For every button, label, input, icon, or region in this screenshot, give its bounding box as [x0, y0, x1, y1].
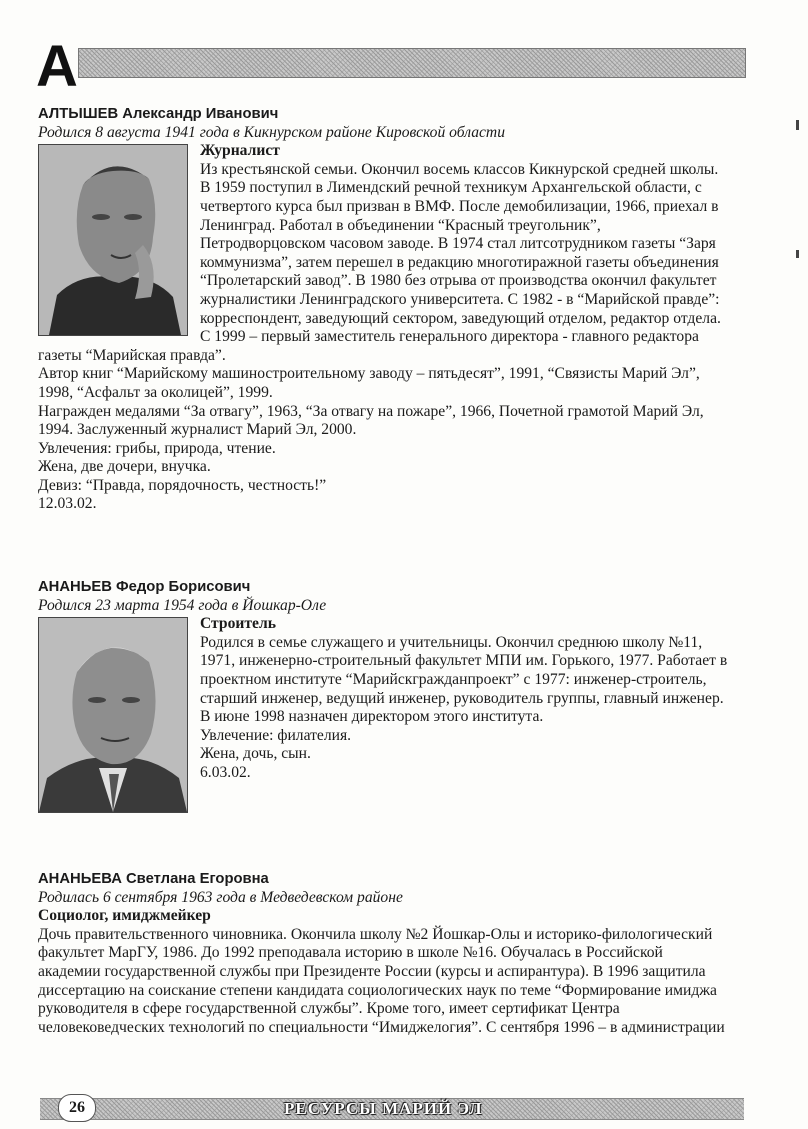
page-number: 26 — [58, 1094, 96, 1122]
profession: Журналист — [200, 142, 280, 160]
bio-date: 12.03.02. — [38, 495, 97, 513]
profession: Социолог, имиджмейкер — [38, 907, 211, 925]
bio-paragraph: Дочь правительственного чиновника. Окончила школу №2 Йошкар-Олы и историко-филологический факультет МарГУ, 1986. До 1992 преподавала историю в школе №16. Обучалась в Российской академии государственной службы при Президенте России (курсы и аспирантура). В 1996 защитила диссертацию на соискание степени кандидата социологических наук по теме “Формирование имиджа руководителя в сфере государственной службы”. Кроме того, имеет сертификат Центра человековедческих технологий по специальности “Имиджелогия”. С сентября 1996 – в администрации — [38, 925, 725, 1036]
biography-entry — [38, 578, 728, 817]
portrait-photo — [38, 144, 188, 336]
person-name: АНАНЬЕВ Федор Борисович — [38, 579, 251, 595]
bio-paragraph: Девиз: “Правда, порядочность, честность!” — [38, 476, 327, 494]
header-decorative-band — [78, 48, 746, 78]
birth-info: Родился 8 августа 1941 года в Кикнурском районе Кировской области — [38, 123, 505, 141]
birth-info: Родилась 6 сентября 1963 года в Медведевском районе — [38, 888, 403, 906]
bio-paragraph: Награжден медалями “За отвагу”, 1963, “За отвагу на пожаре”, 1966, Почетной грамотой Марий Эл, 1994. Заслуженный журналист Марий Эл, 2000. — [38, 402, 704, 439]
biography-entry — [38, 870, 728, 1037]
birth-info: Родился 23 марта 1954 года в Йошкар-Оле — [38, 596, 327, 614]
bio-paragraph: Жена, дочь, сын. — [200, 745, 311, 763]
section-letter: А — [36, 34, 78, 99]
bio-paragraph: Родился в семье служащего и учительницы. Окончил среднюю школу №11, 1971, инженерно-строительный факультет МПИ им. Горького, 1977. Работает в проектном институте “Марийскгражданпроект” с 1977: инженер-строитель, старший инженер, ведущий инженер, руководитель группы, главный инженер. В июне 1998 назначен директором этого института. — [200, 633, 728, 726]
bio-paragraph: Увлечения: грибы, природа, чтение. — [38, 439, 276, 457]
bio-paragraph: Автор книг “Марийскому машиностроительному заводу – пятьдесят”, 1991, “Связисты Марий Эл”, 1998, “Асфальт за околицей”, 1999. — [38, 365, 700, 401]
biography-entry — [38, 105, 728, 514]
scan-mark — [796, 120, 799, 130]
person-name: АНАНЬЕВА Светлана Егоровна — [38, 871, 269, 887]
scan-mark — [796, 250, 799, 258]
bio-paragraph: Из крестьянской семьи. Окончил восемь классов Кикнурской средней школы. В 1959 поступил в Лимендский речной техникум Архангельской области, с четвертого курса был призван в ВМФ. После демобилизации, 1966, приехал в Ленинград. Работал в объединении “Красный треугольник”, Петродворцовском часовом заводе. В 1974 стал литсотрудником газеты “Заря коммунизма”, затем перешел в редакцию многотиражной газеты объединения “Пролетарский завод”. В 1980 без отрыва от производства окончил факультет журналистики Ленинградского университета. С 1982 - в “Марийской правде”: корреспондент, заведующий сектором, заведующий отделом, редактор отдела. С 1999 – первый заместитель генерального директора - главного редактора газеты “Марийская правда”. — [38, 160, 721, 364]
portrait-photo — [38, 617, 188, 813]
person-name: АЛТЫШЕВ Александр Иванович — [38, 106, 279, 122]
profession: Строитель — [200, 615, 276, 633]
bio-paragraph: Жена, две дочери, внучка. — [38, 458, 211, 476]
bio-paragraph: Увлечение: филателия. — [200, 726, 352, 744]
bio-date: 6.03.02. — [200, 763, 251, 781]
journal-title: РЕСУРСЫ МАРИЙ ЭЛ — [284, 1099, 483, 1118]
